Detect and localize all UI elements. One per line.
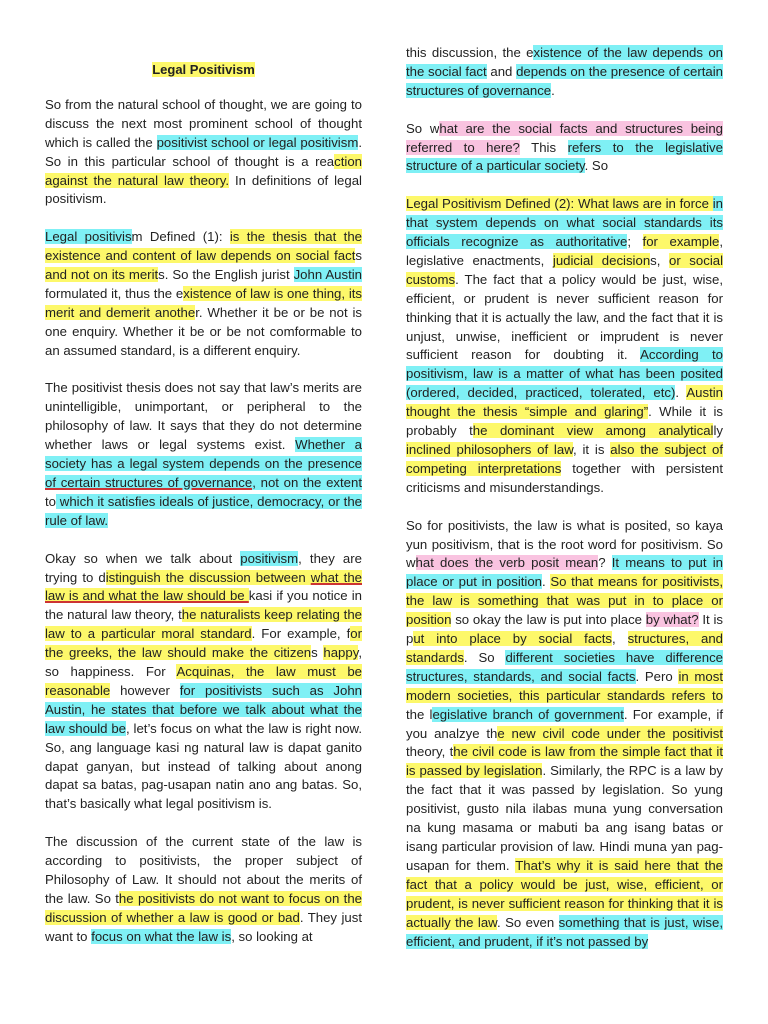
paragraph-positivism-discussion — [45, 550, 362, 815]
text-run: formulated it, thus the e — [45, 285, 184, 301]
highlighted-text: positivism — [240, 550, 299, 566]
highlighted-text: egislative branch of government — [432, 706, 624, 722]
text-run: . For example, f — [251, 626, 351, 642]
highlighted-text: is the thesis that the existence and content of law depends on social fact — [45, 229, 362, 264]
highlighted-text: So that means for positivists, the law is something that was put in to place or position — [406, 574, 723, 628]
paragraph-positivist-thesis — [45, 379, 362, 530]
highlighted-text: tain structures of governance — [406, 63, 723, 98]
highlighted-text: Legal Positivism Defined (2): What laws are in force — [406, 196, 713, 212]
highlighted-text: of certain structures of governance — [45, 475, 253, 490]
highlighted-text: xistence of law is one thing, its merit and demerit anothe — [45, 285, 363, 320]
highlighted-text: by what? — [645, 612, 699, 628]
text-run: . — [542, 574, 551, 590]
right-column — [406, 44, 723, 970]
text-run: . So — [584, 158, 609, 174]
paragraph-question — [406, 120, 723, 177]
highlighted-text: positivist school or legal positivism — [156, 134, 359, 150]
text-run: The positivist thesis does not say that law’s merits are unintelligible, unimportant, or peripheral to the philosophy of law. It says that they do not determine whether laws or legal systems exist. — [45, 380, 362, 453]
text-run: and — [486, 63, 517, 79]
highlighted-text: ut into place by social facts — [413, 631, 613, 647]
highlighted-text: in that system depends on what social standards its officials recognize as authoritative — [406, 196, 723, 250]
highlighted-text: he naturalists keep relating the law to a particular moral standard — [45, 607, 362, 642]
page-title — [45, 61, 362, 80]
highlighted-text: for positivists such as John Austin, he states that before we talk about what the law should be — [45, 682, 362, 736]
highlighted-text: structures, and standards — [406, 631, 724, 665]
left-column — [45, 61, 362, 966]
text-run: ; — [627, 234, 643, 250]
highlighted-text: , not on the extent — [252, 475, 362, 490]
paragraph-social-fact — [406, 44, 723, 101]
highlighted-text: rule of law. — [45, 512, 109, 528]
highlighted-text: something that is just, wise, efficient, and prudent, if it’s not passed by — [406, 914, 723, 949]
highlighted-text: xistence of the law depends on the social fact — [406, 45, 723, 79]
text-run: . So even — [496, 914, 559, 930]
highlighted-text: or the greeks, the law should make the citizen — [45, 626, 362, 661]
highlighted-text: According to positivism, law is a matter of what has been posited (ordered, decided, practiced, tolerated, etc) — [406, 347, 723, 401]
text-run: . Pero — [635, 668, 679, 684]
highlighted-text: refers to the legislative structure of a particular society — [406, 139, 723, 174]
text-run: It is p — [406, 612, 723, 647]
highlighted-text: and not on its merit — [45, 267, 159, 283]
text-run: however — [110, 682, 180, 698]
text-run: , — [612, 631, 628, 647]
text-run: m Defined (1): — [131, 229, 230, 245]
highlighted-text: also the subject of competing interpretations — [406, 442, 723, 476]
text-run: . They just want to — [45, 909, 362, 944]
highlighted-text: It means to put in place or put in position — [406, 555, 723, 590]
text-run: s, — [650, 252, 669, 268]
text-run: , so looking at — [231, 928, 313, 944]
text-run: kasi if you notice in the natural law theory, t — [45, 588, 362, 623]
paragraph-intro — [45, 96, 362, 209]
text-run: The discussion of the current state of the law is according to positivists, the proper subject of Philosophy of Law. It should not about the merits of the law. So t — [45, 834, 362, 906]
text-run: s — [355, 248, 362, 264]
text-run: ? — [598, 555, 612, 571]
text-run: , they are trying to d — [45, 550, 362, 585]
text-run: So w — [406, 120, 440, 136]
highlighted-text: focus on what the law is — [91, 928, 232, 944]
highlighted-text: judicial decision — [552, 252, 651, 268]
paragraph-definition-1 — [45, 228, 362, 360]
text-run: to — [45, 493, 56, 509]
text-run: . So — [463, 649, 506, 665]
text-run: So from the natural school of thought, we are going to discuss the next most prominent school of thought which is called the — [45, 96, 362, 150]
highlighted-text: e new civil code under the positivist — [497, 725, 723, 741]
text-run: the l — [406, 706, 433, 722]
highlighted-text: he civil code is law from the simple fact that it is passed by legislation — [406, 744, 723, 779]
highlighted-text: istinguish the discussion between — [105, 569, 311, 585]
highlighted-text: depends on the presence of cer — [516, 63, 702, 79]
text-run: . — [675, 385, 687, 401]
text-run: , so happiness. For — [45, 645, 362, 680]
text-run: . For example, if you analzye th — [406, 706, 723, 741]
text-run: . — [551, 82, 555, 98]
highlighted-text: for example — [642, 234, 720, 250]
paragraph-posited — [406, 517, 723, 952]
highlighted-text: That’s why it is said here that the fact that a policy would be just, wise, efficient, or prudent, is never sufficient reason for thinking that it is actually the law — [406, 857, 723, 930]
text-run: this discussion, the e — [406, 45, 534, 60]
text-run: . Similarly, the RPC is a law by the fact that it was passed by legislation. So yung positivist, gusto nila ilabas muna yung conversation na kung masama or mabuti ba ang isang batas or isang particular provision of law. Hindi muna yan pag-usapan for them. — [406, 763, 723, 873]
text-run: together with persistent criticisms and misunderstandings. — [406, 460, 723, 495]
text-run: , legislative enactments, — [406, 234, 723, 268]
highlighted-text: what the law is and what the law should be — [45, 569, 362, 604]
highlighted-text: which it satisfies ideals of justice, democracy, or the — [56, 493, 362, 509]
paragraph-definition-2 — [406, 195, 723, 498]
text-run: r. Whether it be or be not is one enquiry. Whether it be or be not comformable to an assumed standard, is a different enquiry. — [45, 304, 363, 358]
highlighted-text: happy — [323, 645, 359, 661]
highlighted-text: Austin thought the thesis “simple and glaring” — [406, 385, 723, 420]
text-run: Okay so when we talk about — [45, 550, 241, 566]
highlighted-text: different societies have difference structures, standards, and social facts — [406, 649, 724, 684]
highlighted-text: Legal positivis — [45, 229, 132, 245]
text-run: So for positivists, the law is what is posited, so kaya yun positivism, that is the root word for positivism. So w — [406, 517, 723, 571]
highlighted-text: hat are the social facts and structures being referred to here? — [406, 120, 723, 155]
text-run: so okay the law is put into place — [451, 612, 646, 628]
text-run: , it is — [573, 442, 611, 457]
text-run: . The fact that a policy would be just, wise, efficient, or prudent is never sufficient reason for thinking that it is actually the law, and the fact that it is unjust, unwise, inefficient or imprudent is never sufficient reason for doubting it. — [406, 271, 723, 363]
text-run: , let’s focus on what the law is right now. So, ang language kasi ng natural law is dapat ganito dapat ganyan, but instead of talking about anong dapat sa batas, pag-usapan natin ano ang batas. So, that’s basically what legal positivism is. — [45, 720, 362, 812]
highlighted-text: he positivists do not want to focus on the discussion of whether a law is good or bad — [45, 890, 362, 925]
text-run: theory, t — [406, 744, 454, 760]
text-run: This — [519, 139, 568, 155]
text-run: s — [311, 645, 324, 661]
text-run: . While it is probably t — [406, 404, 723, 439]
title-text: Legal Positivism — [152, 62, 255, 77]
highlighted-text: or social customs — [406, 252, 724, 287]
highlighted-text: John Austin — [293, 267, 363, 283]
paragraph-current-state — [45, 833, 362, 946]
text-run: s. So the English jurist — [158, 267, 294, 283]
highlighted-text: in most modern societies, this particular standards refers to — [406, 668, 723, 703]
highlighted-text: inclined philosophers of law — [406, 442, 573, 457]
highlighted-text: he dominant view among analytical — [472, 423, 714, 439]
text-run: . So in this particular school of thought is a rea — [45, 134, 362, 169]
highlighted-text: Acquinas, the law must be reasonable — [45, 664, 363, 698]
text-run: ly — [713, 423, 723, 439]
highlighted-text: Whether a society has a legal system depends on the presence — [45, 437, 362, 472]
text-run: In definitions of legal positivism. — [45, 172, 362, 207]
highlighted-text: ction against the natural law theory. — [45, 153, 362, 188]
highlighted-text: hat does the verb posit mean — [415, 555, 599, 571]
